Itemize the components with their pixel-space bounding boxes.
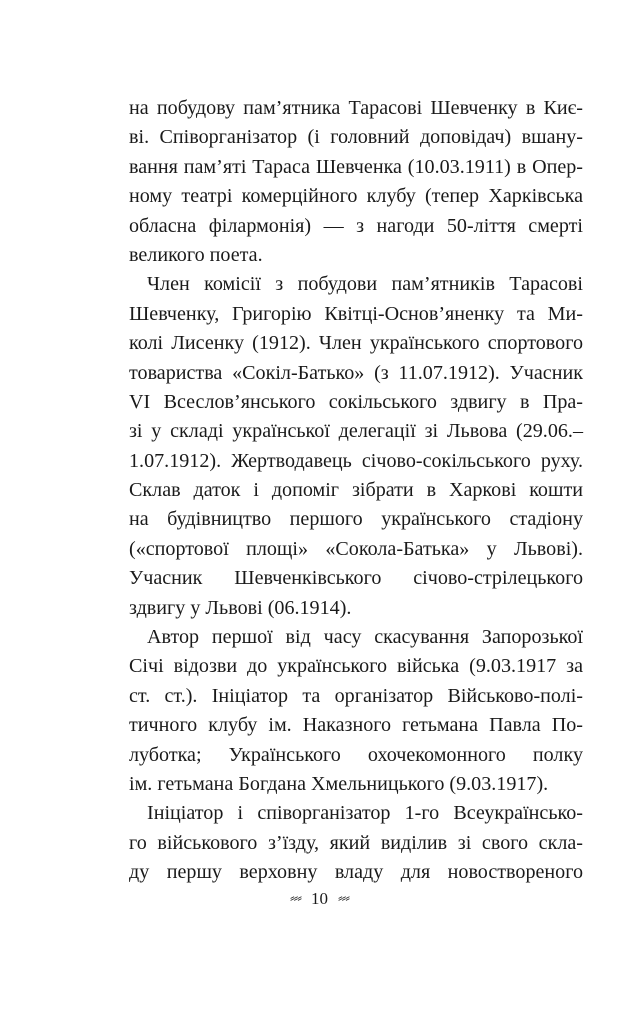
page-number: 10 (311, 889, 328, 908)
text-line: на будівництво першого українського стадіону (129, 508, 583, 531)
text-line: тичного клубу ім. Наказного гетьмана Павла По- (129, 714, 583, 737)
paragraph-first-line: Автор першої від часу скасування Запорозької (147, 626, 583, 649)
text-line: 1.07.1912). Жертводавець січово-сокільського руху. (129, 449, 583, 472)
text-line: Січі відозви до українського війська (9.03.1917 за (129, 655, 583, 678)
text-line: ім. гетьмана Богдана Хмельницького (9.03.1917). (129, 772, 549, 795)
text-line: зі у складі української делегації зі Львова (29.06.– (129, 420, 583, 443)
text-line: Шевченку, Григорію Квітці-Основ’яненку та Ми- (129, 302, 583, 325)
text-line: на побудову пам’ятника Тарасові Шевченку в Киє- (129, 97, 583, 119)
ornament-left-icon: ⸗⸗⸗ (290, 890, 301, 906)
text-line: ному театрі комерційного клубу (тепер Харківська (129, 185, 583, 208)
text-line: («спортової площі» «Сокола-Батька» у Львові). (129, 537, 583, 560)
page-footer (0, 890, 639, 907)
text-line: ст. ст.). Ініціатор та організатор Військово-полі- (129, 684, 583, 707)
text-line: здвигу у Львові (06.1914). (129, 596, 352, 619)
text-line: товариства «Сокіл-Батько» (з 11.07.1912). Учасник (129, 361, 583, 384)
text-line: обласна філармонія) — з нагоди 50-ліття смерті (129, 214, 583, 237)
paragraph-first-line: Ініціатор і співорганізатор 1-го Всеукраїнсько- (147, 802, 583, 825)
text-line: великого поета. (129, 243, 263, 266)
ornament-right-icon: ⸗⸗⸗ (338, 890, 349, 906)
text-line: вання пам’яті Тараса Шевченка (10.03.1911) в Опер- (129, 155, 583, 178)
text-line: луботка; Українського охочекомонного полку (129, 743, 583, 766)
text-line: го військового з’їзду, який виділив зі свого скла- (129, 831, 583, 854)
paragraph-first-line: Член комісії з побудови пам’ятників Тарасові (147, 273, 583, 296)
page-body (129, 94, 583, 888)
text-line: ду першу верховну владу для новоствореного (129, 861, 583, 884)
text-line: ві. Співорганізатор (і головний доповідач) вшану- (129, 126, 583, 149)
text-line: Склав даток і допоміг зібрати в Харкові кошти (129, 479, 583, 502)
text-line: колі Лисенку (1912). Член українського спортового (129, 332, 583, 355)
text-line: Учасник Шевченківського січово-стрілецького (129, 567, 583, 590)
text-line: VI Всеслов’янського сокільського здвигу в Пра- (129, 390, 583, 413)
